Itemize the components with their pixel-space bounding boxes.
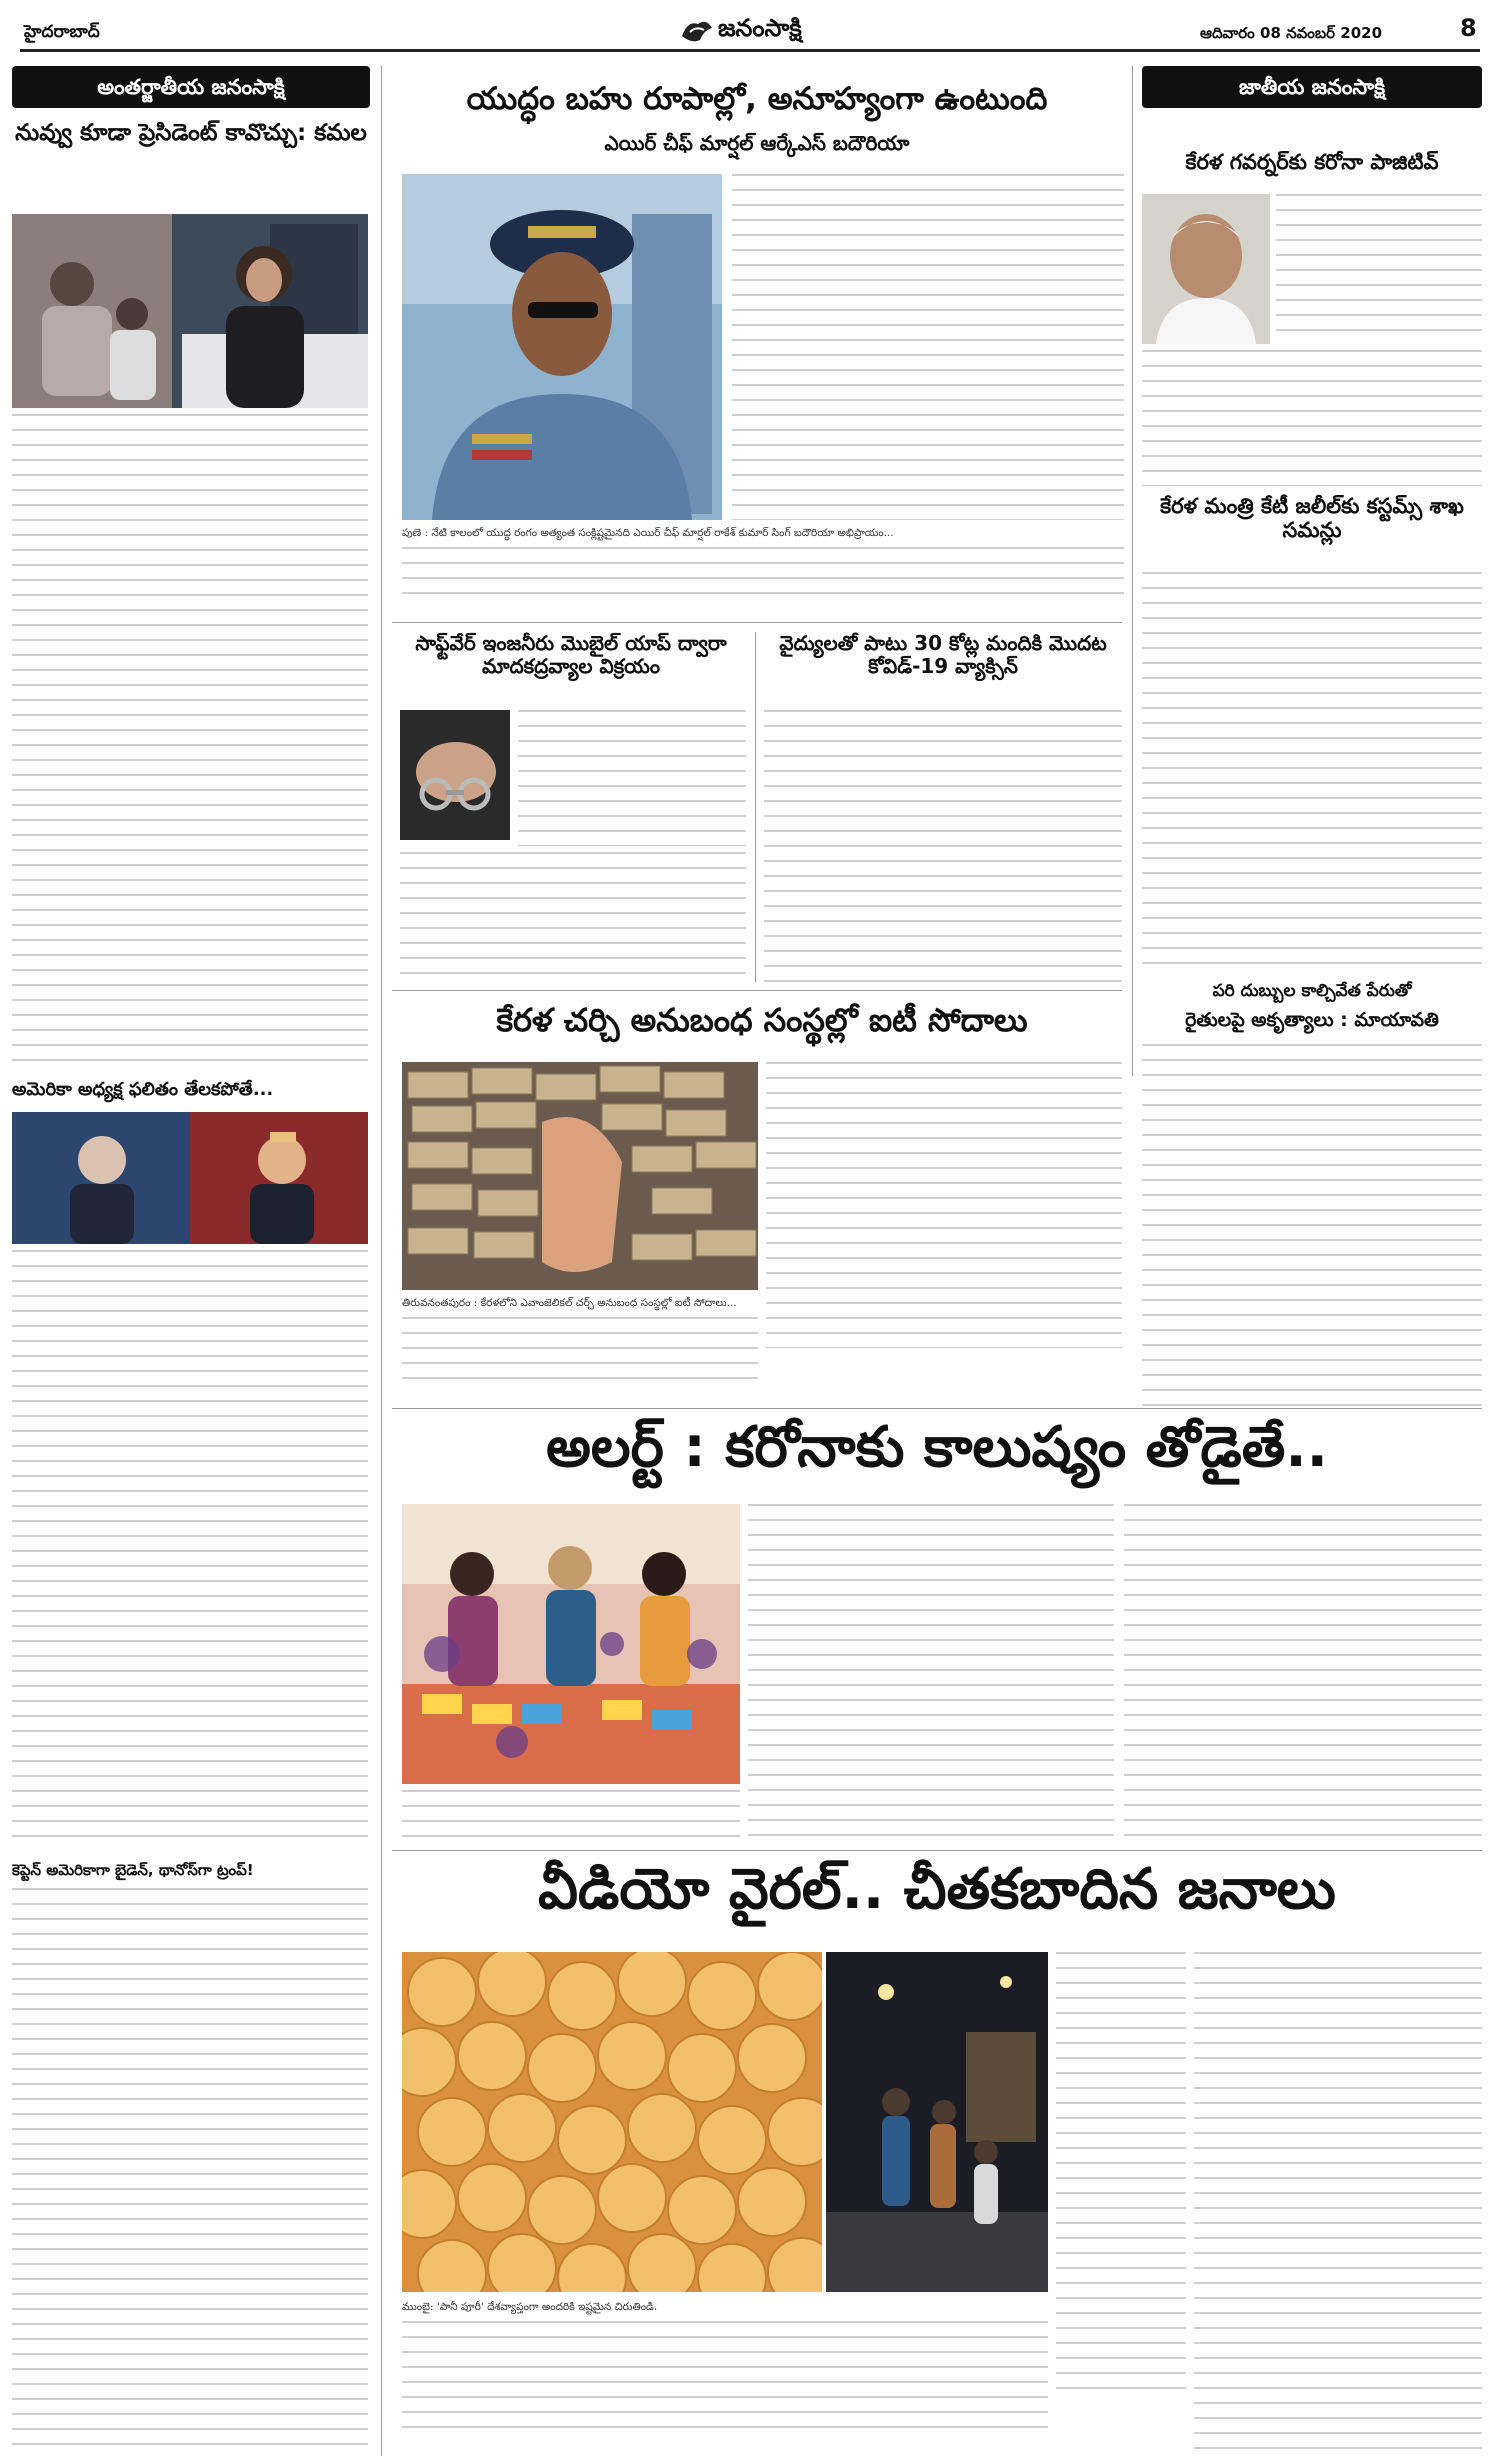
kerala-governor-body-bottom: [1142, 350, 1482, 486]
air-chief-photo: [402, 174, 722, 520]
logo-hands-icon: [680, 14, 714, 46]
war-subheadline: ఎయిర్ చీఫ్ మార్షల్ ఆర్కేఎస్ బదౌరియా: [604, 131, 910, 155]
shopping-women-photo: [402, 1504, 740, 1784]
kerala-governor-headline: కేరళ గవర్నర్‌కు కరోనా పాజిటివ్: [1185, 150, 1439, 174]
pollution-body-under-photo: [402, 1790, 740, 1840]
mayawati-body-text: [1142, 1044, 1482, 1408]
vaccine-headline: వైద్యులతో పాటు 30 కోట్ల మందికి మొదట కోవిడ్-19 వ్యాక్సిన్: [779, 631, 1107, 678]
rule-wide-2: [392, 1850, 1482, 1851]
paper-logo: [680, 12, 900, 48]
church-caption: [402, 1296, 758, 1392]
cash-bundles-photo: [402, 1062, 758, 1290]
software-body-right: [518, 710, 746, 846]
street-night-photo: [826, 1952, 1048, 2292]
masthead: [20, 8, 1480, 52]
kamala-harris-photo: [12, 214, 368, 408]
viral-caption: [402, 2300, 1048, 2450]
biden-trump-photo: [12, 1112, 368, 1244]
pollution-body-mid: [748, 1504, 1114, 1840]
mayawati-kicker: పరి దుబ్బుల కాల్చివేత పేరుతో: [1212, 981, 1412, 1001]
software-headline: సాఫ్ట్‌వేర్ ఇంజనీరు మొబైల్ యాప్ ద్వారా మాదకద్రవ్యాల విక్రయం: [415, 631, 727, 678]
mayawati-headline: రైతులపై అకృత్యాలు : మాయావతి: [1185, 1009, 1439, 1031]
rule-wide-1: [392, 1408, 1482, 1409]
rule-center-2: [392, 990, 1122, 991]
city-label: హైదరాబాద్: [24, 22, 100, 42]
column-divider-center-inner: [755, 632, 756, 982]
us-result-headline: అమెరికా అధ్యక్ష ఫలితం తేలకపోతే...: [12, 1079, 274, 1100]
war-caption: [402, 526, 1124, 610]
rule-center-1: [392, 622, 1122, 623]
us-result-body-text: [12, 1250, 368, 1850]
column-divider-left: [381, 66, 382, 2456]
church-headline: కేరళ చర్చి అనుబంధ సంస్థల్లో ఐటీ సోదాలు: [496, 1001, 1028, 1039]
paper-name: జనంసాక్షి: [718, 14, 802, 42]
viral-body-mid: [1056, 1952, 1186, 2392]
pollution-headline: అలర్ట్ : కరోనాకు కాలుష్యం తోడైతే..: [546, 1415, 1328, 1480]
kerala-governor-body-right: [1276, 194, 1482, 344]
viral-body-right: [1194, 1952, 1482, 2452]
pani-puri-photo: [402, 1952, 822, 2292]
viral-headline: వీడియో వైరల్.. చీతకబాదిన జనాలు: [538, 1857, 1336, 1922]
biden-thanos-body-text: [12, 1888, 368, 2448]
war-body-right: [732, 174, 1124, 520]
biden-thanos-headline: కెప్టెన్ అమెరికాగా బైడెన్, థానోస్‌గా ట్రంప్!: [12, 1861, 254, 1879]
war-caption-lead: పుణె : నేటి కాలంలో యుద్ధ రంగం అత్యంత సంక్లిష్టమైనది ఎయిర్ చీఫ్ మార్షల్ రాకేశ్ కుమార్ సింగ్ బదౌరియా అభిప్రాయం...: [402, 527, 894, 539]
software-body-bottom: [400, 852, 746, 982]
war-headline: యుద్ధం బహు రూపాల్లో, అనూహ్యంగా ఉంటుంది: [466, 81, 1048, 117]
handcuffs-photo: [400, 710, 510, 840]
kerala-minister-body-text: [1142, 572, 1482, 974]
harris-headline: నువ్వు కూడా ప్రెసిడెంట్ కావొచ్చు: కమల: [15, 120, 367, 146]
issue-date: ఆదివారం 08 నవంబర్ 2020: [1200, 24, 1383, 42]
church-body-right: [766, 1062, 1122, 1348]
vaccine-body-text: [764, 710, 1122, 982]
harris-body-text: [12, 414, 368, 1064]
church-caption-lead: తిరువనంతపురం : కేరళలోని ఎవాంజెలికల్ చర్చ్ అనుబంధ సంస్థల్లో ఐటీ సోదాలు...: [402, 1297, 737, 1309]
page-number: 8: [1460, 14, 1477, 42]
section-banner-national: జాతీయ జనంసాక్షి: [1142, 66, 1482, 108]
kerala-governor-photo: [1142, 194, 1270, 344]
section-banner-international: అంతర్జాతీయ జనంసాక్షి: [12, 66, 370, 108]
kerala-minister-headline: కేరళ మంత్రి కేటీ జలీల్‌కు కస్టమ్స్ శాఖ సమన్లు: [1160, 494, 1464, 543]
column-divider-right: [1132, 66, 1133, 1076]
pollution-body-right: [1124, 1504, 1482, 1840]
viral-caption-lead: ముంబై: 'పానీ పూరీ' దేశవ్యాప్తంగా అందరికి ఇష్టమైన చిరుతిండి.: [402, 2301, 658, 2313]
